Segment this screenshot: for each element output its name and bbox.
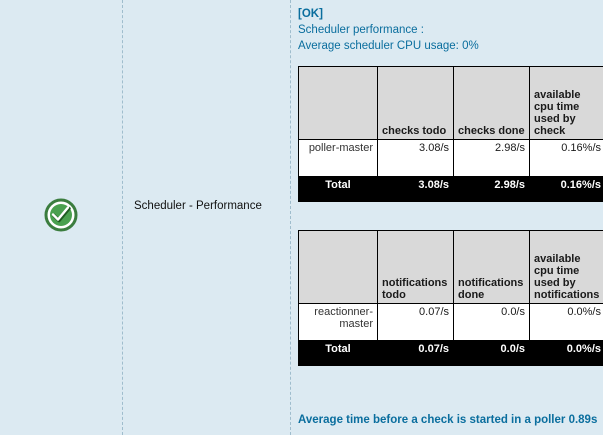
report-content [298,6,601,366]
checks-col-header-3: available cpu time used by check [530,67,603,140]
status-cell [0,190,122,240]
table-total-row [299,341,603,366]
notifications-total-label: Total [299,341,378,366]
notifications-total-value-1: 0.0/s [454,341,530,366]
notifications-total-value-0: 0.07/s [378,341,454,366]
table-header-row [299,231,603,304]
notifications-row-value-1: 0.0/s [454,304,530,341]
table-row [299,140,603,177]
notifications-col-header-2: notifications done [454,231,530,304]
checks-col-header-1: checks todo [378,67,454,140]
column-separator-2 [290,0,291,435]
column-separator-1 [122,0,123,435]
row-label: Scheduler - Performance [134,200,262,212]
notifications-col-header-1: notifications todo [378,231,454,304]
check-circle-icon [44,198,78,232]
checks-row-value-1: 2.98/s [454,140,530,177]
checks-col-header-2: checks done [454,67,530,140]
checks-col-header-0 [299,67,378,140]
average-check-start-time-text: Average time before a check is started in a poller 0.89s [298,414,598,426]
checks-total-value-2: 0.16%/s [530,177,603,202]
notifications-row-value-2: 0.0%/s [530,304,603,341]
notifications-total-value-2: 0.0%/s [530,341,603,366]
checks-row-value-2: 0.16%/s [530,140,603,177]
table-header-row [299,67,603,140]
table-total-row [299,177,603,202]
checks-total-label: Total [299,177,378,202]
checks-table [298,66,603,202]
checks-total-value-1: 2.98/s [454,177,530,202]
checks-row-value-0: 3.08/s [378,140,454,177]
scheduler-performance-title: Scheduler performance : [298,24,424,36]
notifications-col-header-3: available cpu time used by notifications [530,231,603,304]
notifications-row-name: reactionner-master [299,304,378,341]
notifications-table-wrap [298,230,601,366]
notifications-table [298,230,603,366]
table-row [299,304,603,341]
status-badge: [OK] [298,8,323,20]
notifications-col-header-0 [299,231,378,304]
average-cpu-usage-text: Average scheduler CPU usage: 0% [298,40,479,52]
checks-total-value-0: 3.08/s [378,177,454,202]
checks-row-name: poller-master [299,140,378,177]
notifications-row-value-0: 0.07/s [378,304,454,341]
